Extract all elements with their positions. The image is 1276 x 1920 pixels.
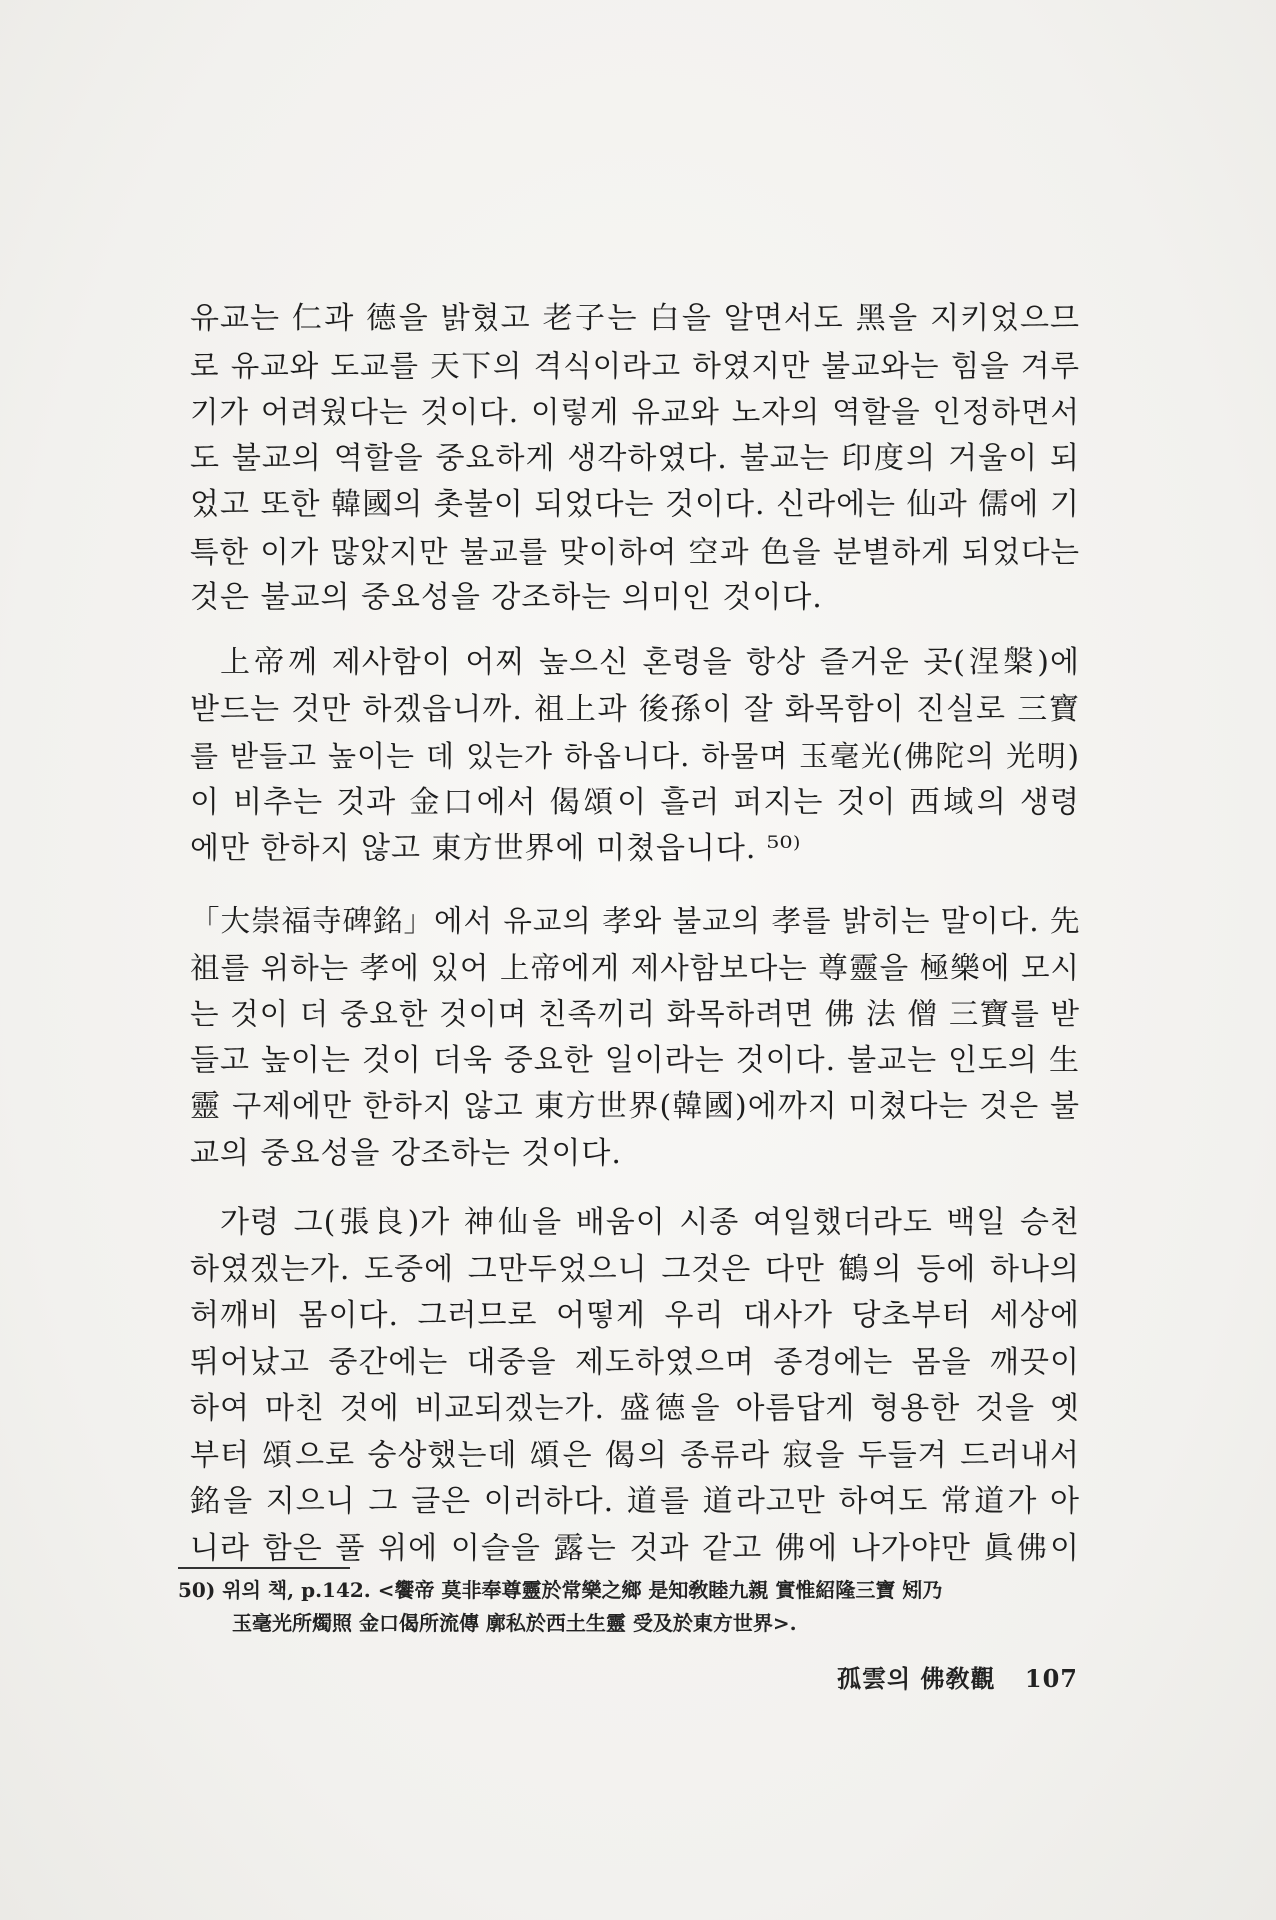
body-paragraph-2	[190, 898, 1080, 1177]
text-line: 에만 한하지 않고 東方世界에 미쳤읍니다. ⁵⁰⁾	[190, 831, 802, 866]
footnote-line: 50) 위의 책, p.142. <饗帝 莫非奉尊靈於常樂之鄉 是知敎睦九親 實惟紹隆三寶 矧乃	[178, 1578, 943, 1602]
text-line: 들고 높이는 것이 더욱 중요한 일이라는 것이다. 불교는 인도의 生	[190, 1042, 1080, 1078]
page-footer	[837, 1659, 1078, 1694]
body-paragraph-1	[190, 296, 1080, 622]
text-line: 도 불교의 역할을 중요하게 생각하였다. 불교는 印度의 거울이 되	[190, 440, 1080, 476]
text-line: 부터 頌으로 숭상했는데 頌은 偈의 종류라 寂을 두들겨 드러내서	[190, 1437, 1080, 1473]
running-title: 孤雲의 佛敎觀	[836, 1664, 996, 1693]
text-line: 는 것이 더 중요한 것이며 친족끼리 화목하려면 佛 法 僧 三寶를 받	[190, 997, 1080, 1031]
text-line: 특한 이가 많았지만 불교를 맞이하여 空과 色을 분별하게 되었다는	[190, 534, 1080, 569]
text-line: 유교는 仁과 德을 밝혔고 老子는 白을 알면서도 黑을 지키었으므	[190, 301, 1080, 336]
page-number: 107	[1024, 1664, 1078, 1693]
text-line: 교의 중요성을 강조하는 것이다.	[190, 1135, 622, 1171]
text-line: 가령 그(張良)가 神仙을 배움이 시종 여일했더라도 백일 승천	[220, 1205, 1080, 1240]
text-line: 上帝께 제사함이 어찌 높으신 혼령을 항상 즐거운 곳(涅槃)에	[220, 645, 1080, 680]
text-line: 것은 불교의 중요성을 강조하는 의미인 것이다.	[190, 580, 823, 615]
footnote-line: 玉毫光所燭照 金口偈所流傳 廓私於西土生靈 受及於東方世界>.	[232, 1611, 797, 1635]
text-line: 뛰어났고 중간에는 대중을 제도하였으며 종경에는 몸을 깨끗이	[190, 1344, 1080, 1380]
text-line: 祖를 위하는 孝에 있어 上帝에게 제사함보다는 尊靈을 極樂에 모시	[190, 950, 1080, 985]
text-line: 니라 함은 풀 위에 이슬을 露는 것과 같고 佛에 나가야만 眞佛이	[190, 1530, 1080, 1566]
body-paragraph-3	[190, 1200, 1080, 1572]
text-line: 하여 마친 것에 비교되겠는가. 盛德을 아름답게 형용한 것을 옛	[190, 1391, 1080, 1426]
text-line: 로 유교와 도교를 天下의 격식이라고 하였지만 불교와는 힘을 겨루	[190, 348, 1080, 383]
footnote-divider	[178, 1567, 350, 1569]
text-line: 靈 구제에만 한하지 않고 東方世界(韓國)에까지 미쳤다는 것은 불	[190, 1089, 1080, 1124]
text-line: 허깨비 몸이다. 그러므로 어떻게 우리 대사가 당초부터 세상에	[190, 1298, 1080, 1333]
text-line: 銘을 지으니 그 글은 이러하다. 道를 道라고만 하여도 常道가 아	[190, 1484, 1080, 1519]
text-line: 받드는 것만 하겠읍니까. 祖上과 後孫이 잘 화목함이 진실로 三寶	[190, 691, 1080, 727]
text-line: 「大崇福寺碑銘」에서 유교의 孝와 불교의 孝를 밝히는 말이다. 先	[190, 904, 1081, 938]
text-line: 하였겠는가. 도중에 그만두었으니 그것은 다만 鶴의 등에 하나의	[190, 1251, 1080, 1287]
text-line: 를 받들고 높이는 데 있는가 하옵니다. 하물며 玉毫光(佛陀의 光明)	[190, 739, 1080, 773]
text-line: 었고 또한 韓國의 촛불이 되었다는 것이다. 신라에는 仙과 儒에 기	[190, 487, 1080, 522]
text-line: 이 비추는 것과 金口에서 偈頌이 흘러 퍼지는 것이 西域의 생령	[190, 784, 1080, 820]
footnote	[178, 1574, 1082, 1640]
block-quote	[190, 640, 1080, 873]
text-line: 기가 어려웠다는 것이다. 이렇게 유교와 노자의 역할을 인정하면서	[190, 395, 1080, 429]
